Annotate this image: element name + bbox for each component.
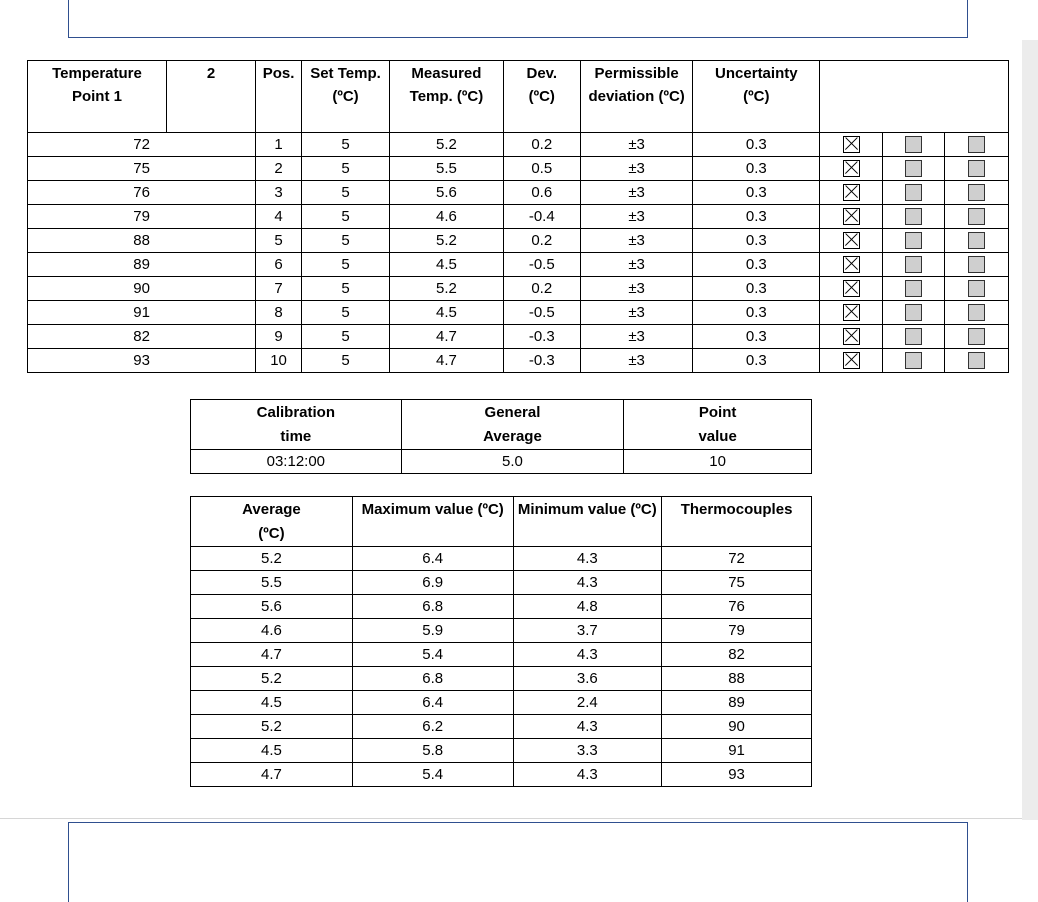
dev-cell: -0.4 (503, 205, 580, 229)
thermocouple-cell: 79 (662, 619, 812, 643)
maximum-cell: 5.4 (352, 763, 513, 787)
checkbox-cell (820, 325, 883, 349)
measured-temp-cell: 5.2 (390, 133, 504, 157)
measured-temp-cell: 4.6 (390, 205, 504, 229)
header-calibration-time: Calibration time (191, 400, 402, 450)
pos-cell: 6 (256, 253, 302, 277)
pos-cell: 5 (256, 229, 302, 253)
table-row (28, 325, 1009, 349)
point-value-value: 10 (624, 450, 812, 474)
checkbox-cell (883, 325, 945, 349)
thermocouple-cell: 90 (662, 715, 812, 739)
header-dev: Dev. (ºC) (503, 61, 580, 133)
header-point-value: Point value (624, 400, 812, 450)
uncertainty-cell: 0.3 (693, 157, 820, 181)
header-measured-temp: Measured Temp. (ºC) (390, 61, 504, 133)
checkbox-cell (820, 133, 883, 157)
maximum-cell: 6.8 (352, 667, 513, 691)
dev-cell: -0.5 (503, 253, 580, 277)
checked-checkbox[interactable] (843, 208, 860, 225)
thermocouple-cell: 75 (662, 571, 812, 595)
thermocouple-cell: 91 (28, 301, 256, 325)
thermocouple-cell: 90 (28, 277, 256, 301)
table-row (28, 205, 1009, 229)
checked-checkbox[interactable] (843, 280, 860, 297)
header-point-number: 2 (166, 61, 255, 133)
unchecked-checkbox[interactable] (905, 328, 922, 345)
unchecked-checkbox[interactable] (905, 256, 922, 273)
unchecked-checkbox[interactable] (968, 184, 985, 201)
uncertainty-cell: 0.3 (693, 277, 820, 301)
average-cell: 5.2 (191, 667, 353, 691)
permissible-deviation-cell: ±3 (580, 133, 693, 157)
thermocouple-cell: 79 (28, 205, 256, 229)
average-cell: 4.5 (191, 691, 353, 715)
thermocouple-cell: 93 (662, 763, 812, 787)
header-pos: Pos. (256, 61, 302, 133)
uncertainty-cell: 0.3 (693, 253, 820, 277)
dev-cell: 0.2 (503, 133, 580, 157)
checkbox-cell (944, 181, 1008, 205)
table-row (191, 619, 812, 643)
checkbox-cell (944, 205, 1008, 229)
pos-cell: 1 (256, 133, 302, 157)
uncertainty-cell: 0.3 (693, 133, 820, 157)
calibration-time-value: 03:12:00 (191, 450, 402, 474)
permissible-deviation-cell: ±3 (580, 157, 693, 181)
checkbox-cell (883, 181, 945, 205)
dev-cell: 0.6 (503, 181, 580, 205)
checkbox-cell (944, 301, 1008, 325)
page-top-frame (68, 0, 968, 38)
uncertainty-cell: 0.3 (693, 325, 820, 349)
uncertainty-cell: 0.3 (693, 181, 820, 205)
permissible-deviation-cell: ±3 (580, 181, 693, 205)
measured-temp-cell: 5.5 (390, 157, 504, 181)
measurement-rows (28, 133, 1009, 373)
measured-temp-cell: 4.5 (390, 253, 504, 277)
minimum-cell: 2.4 (513, 691, 662, 715)
average-cell: 4.7 (191, 643, 353, 667)
permissible-deviation-cell: ±3 (580, 253, 693, 277)
table-row (191, 691, 812, 715)
checkbox-cell (944, 253, 1008, 277)
page-bottom-frame (68, 822, 968, 902)
set-temp-cell: 5 (301, 181, 389, 205)
pos-cell: 7 (256, 277, 302, 301)
minimum-cell: 4.3 (513, 571, 662, 595)
checkbox-cell (883, 301, 945, 325)
table-row (191, 763, 812, 787)
measured-temp-cell: 5.2 (390, 277, 504, 301)
minimum-cell: 3.3 (513, 739, 662, 763)
maximum-cell: 5.4 (352, 643, 513, 667)
checked-checkbox[interactable] (843, 328, 860, 345)
thermocouple-cell: 93 (28, 349, 256, 373)
table-row (28, 277, 1009, 301)
checkbox-cell (883, 349, 945, 373)
checkbox-cell (944, 133, 1008, 157)
calibration-table (190, 399, 812, 474)
thermocouple-cell: 91 (662, 739, 812, 763)
stats-rows (191, 547, 812, 787)
set-temp-cell: 5 (301, 157, 389, 181)
uncertainty-cell: 0.3 (693, 205, 820, 229)
set-temp-cell: 5 (301, 301, 389, 325)
table-row (28, 349, 1009, 373)
checkbox-cell (944, 157, 1008, 181)
checkbox-cell (944, 325, 1008, 349)
unchecked-checkbox[interactable] (905, 136, 922, 153)
dev-cell: -0.3 (503, 325, 580, 349)
checkbox-cell (883, 277, 945, 301)
set-temp-cell: 5 (301, 229, 389, 253)
average-cell: 4.6 (191, 619, 353, 643)
pos-cell: 8 (256, 301, 302, 325)
permissible-deviation-cell: ±3 (580, 301, 693, 325)
set-temp-cell: 5 (301, 133, 389, 157)
checkbox-cell (883, 205, 945, 229)
unchecked-checkbox[interactable] (968, 232, 985, 249)
table-row (191, 643, 812, 667)
checkbox-cell (820, 181, 883, 205)
dev-cell: 0.2 (503, 229, 580, 253)
unchecked-checkbox[interactable] (905, 304, 922, 321)
table-row (28, 133, 1009, 157)
thermocouple-cell: 82 (28, 325, 256, 349)
dev-cell: 0.2 (503, 277, 580, 301)
unchecked-checkbox[interactable] (905, 352, 922, 369)
table-row (28, 157, 1009, 181)
checkbox-cell (820, 349, 883, 373)
set-temp-cell: 5 (301, 325, 389, 349)
header-permissible-deviation: Permissible deviation (ºC) (580, 61, 693, 133)
pos-cell: 2 (256, 157, 302, 181)
average-cell: 5.5 (191, 571, 353, 595)
measured-temp-cell: 4.5 (390, 301, 504, 325)
average-cell: 4.7 (191, 763, 353, 787)
unchecked-checkbox[interactable] (968, 136, 985, 153)
vertical-scrollbar[interactable] (1022, 40, 1038, 820)
set-temp-cell: 5 (301, 253, 389, 277)
checkbox-cell (820, 157, 883, 181)
table-row (191, 571, 812, 595)
unchecked-checkbox[interactable] (905, 280, 922, 297)
uncertainty-cell: 0.3 (693, 301, 820, 325)
checkbox-cell (820, 229, 883, 253)
table-row (191, 715, 812, 739)
table-row (28, 301, 1009, 325)
average-cell: 5.6 (191, 595, 353, 619)
permissible-deviation-cell: ±3 (580, 205, 693, 229)
checkbox-cell (820, 277, 883, 301)
thermocouple-cell: 88 (662, 667, 812, 691)
unchecked-checkbox[interactable] (968, 208, 985, 225)
set-temp-cell: 5 (301, 205, 389, 229)
unchecked-checkbox[interactable] (905, 184, 922, 201)
checked-checkbox[interactable] (843, 352, 860, 369)
unchecked-checkbox[interactable] (905, 160, 922, 177)
checkbox-cell (820, 205, 883, 229)
thermocouple-cell: 72 (662, 547, 812, 571)
header-checkbox-columns (820, 61, 1009, 133)
table-row (191, 595, 812, 619)
checked-checkbox[interactable] (843, 256, 860, 273)
unchecked-checkbox[interactable] (968, 256, 985, 273)
permissible-deviation-cell: ±3 (580, 325, 693, 349)
set-temp-cell: 5 (301, 277, 389, 301)
maximum-cell: 5.8 (352, 739, 513, 763)
maximum-cell: 6.2 (352, 715, 513, 739)
unchecked-checkbox[interactable] (905, 208, 922, 225)
measured-temp-cell: 4.7 (390, 325, 504, 349)
header-minimum-value: Minimum value (ºC) (513, 497, 662, 547)
permissible-deviation-cell: ±3 (580, 349, 693, 373)
dev-cell: -0.3 (503, 349, 580, 373)
thermocouple-cell: 76 (28, 181, 256, 205)
header-thermocouples: Thermocouples (662, 497, 812, 547)
checkbox-cell (944, 277, 1008, 301)
measurement-table (27, 60, 1009, 373)
general-average-value: 5.0 (401, 450, 624, 474)
thermocouple-cell: 89 (28, 253, 256, 277)
table-row (191, 667, 812, 691)
checkbox-cell (883, 253, 945, 277)
permissible-deviation-cell: ±3 (580, 277, 693, 301)
average-cell: 4.5 (191, 739, 353, 763)
minimum-cell: 4.8 (513, 595, 662, 619)
checked-checkbox[interactable] (843, 304, 860, 321)
table-row (28, 181, 1009, 205)
header-maximum-value: Maximum value (ºC) (352, 497, 513, 547)
checkbox-cell (944, 229, 1008, 253)
checked-checkbox[interactable] (843, 184, 860, 201)
table-row (28, 229, 1009, 253)
maximum-cell: 6.9 (352, 571, 513, 595)
permissible-deviation-cell: ±3 (580, 229, 693, 253)
average-cell: 5.2 (191, 547, 353, 571)
dev-cell: 0.5 (503, 157, 580, 181)
minimum-cell: 4.3 (513, 763, 662, 787)
page-divider (0, 818, 1022, 819)
minimum-cell: 3.7 (513, 619, 662, 643)
pos-cell: 4 (256, 205, 302, 229)
pos-cell: 10 (256, 349, 302, 373)
thermocouple-cell: 75 (28, 157, 256, 181)
pos-cell: 3 (256, 181, 302, 205)
checkbox-cell (883, 229, 945, 253)
maximum-cell: 6.8 (352, 595, 513, 619)
minimum-cell: 3.6 (513, 667, 662, 691)
minimum-cell: 4.3 (513, 547, 662, 571)
minimum-cell: 4.3 (513, 643, 662, 667)
checkbox-cell (883, 133, 945, 157)
thermocouple-cell: 76 (662, 595, 812, 619)
checkbox-cell (820, 253, 883, 277)
unchecked-checkbox[interactable] (968, 160, 985, 177)
maximum-cell: 5.9 (352, 619, 513, 643)
thermocouple-cell: 82 (662, 643, 812, 667)
thermocouple-cell: 72 (28, 133, 256, 157)
header-set-temp: Set Temp. (ºC) (301, 61, 389, 133)
maximum-cell: 6.4 (352, 691, 513, 715)
thermocouple-cell: 89 (662, 691, 812, 715)
table-row (191, 739, 812, 763)
unchecked-checkbox[interactable] (968, 328, 985, 345)
header-general-average: General Average (401, 400, 624, 450)
uncertainty-cell: 0.3 (693, 349, 820, 373)
thermocouple-stats-table (190, 496, 812, 787)
minimum-cell: 4.3 (513, 715, 662, 739)
uncertainty-cell: 0.3 (693, 229, 820, 253)
pos-cell: 9 (256, 325, 302, 349)
checkbox-cell (944, 349, 1008, 373)
checked-checkbox[interactable] (843, 136, 860, 153)
checkbox-cell (820, 301, 883, 325)
measured-temp-cell: 5.6 (390, 181, 504, 205)
checked-checkbox[interactable] (843, 160, 860, 177)
measured-temp-cell: 4.7 (390, 349, 504, 373)
checkbox-cell (883, 157, 945, 181)
thermocouple-cell: 88 (28, 229, 256, 253)
unchecked-checkbox[interactable] (968, 352, 985, 369)
checked-checkbox[interactable] (843, 232, 860, 249)
header-temperature-point: Temperature Point 1 (28, 61, 167, 133)
header-average: Average (ºC) (191, 497, 353, 547)
measured-temp-cell: 5.2 (390, 229, 504, 253)
table-row (28, 253, 1009, 277)
unchecked-checkbox[interactable] (968, 280, 985, 297)
unchecked-checkbox[interactable] (968, 304, 985, 321)
maximum-cell: 6.4 (352, 547, 513, 571)
set-temp-cell: 5 (301, 349, 389, 373)
unchecked-checkbox[interactable] (905, 232, 922, 249)
header-uncertainty: Uncertainty (ºC) (693, 61, 820, 133)
dev-cell: -0.5 (503, 301, 580, 325)
average-cell: 5.2 (191, 715, 353, 739)
table-row (191, 547, 812, 571)
